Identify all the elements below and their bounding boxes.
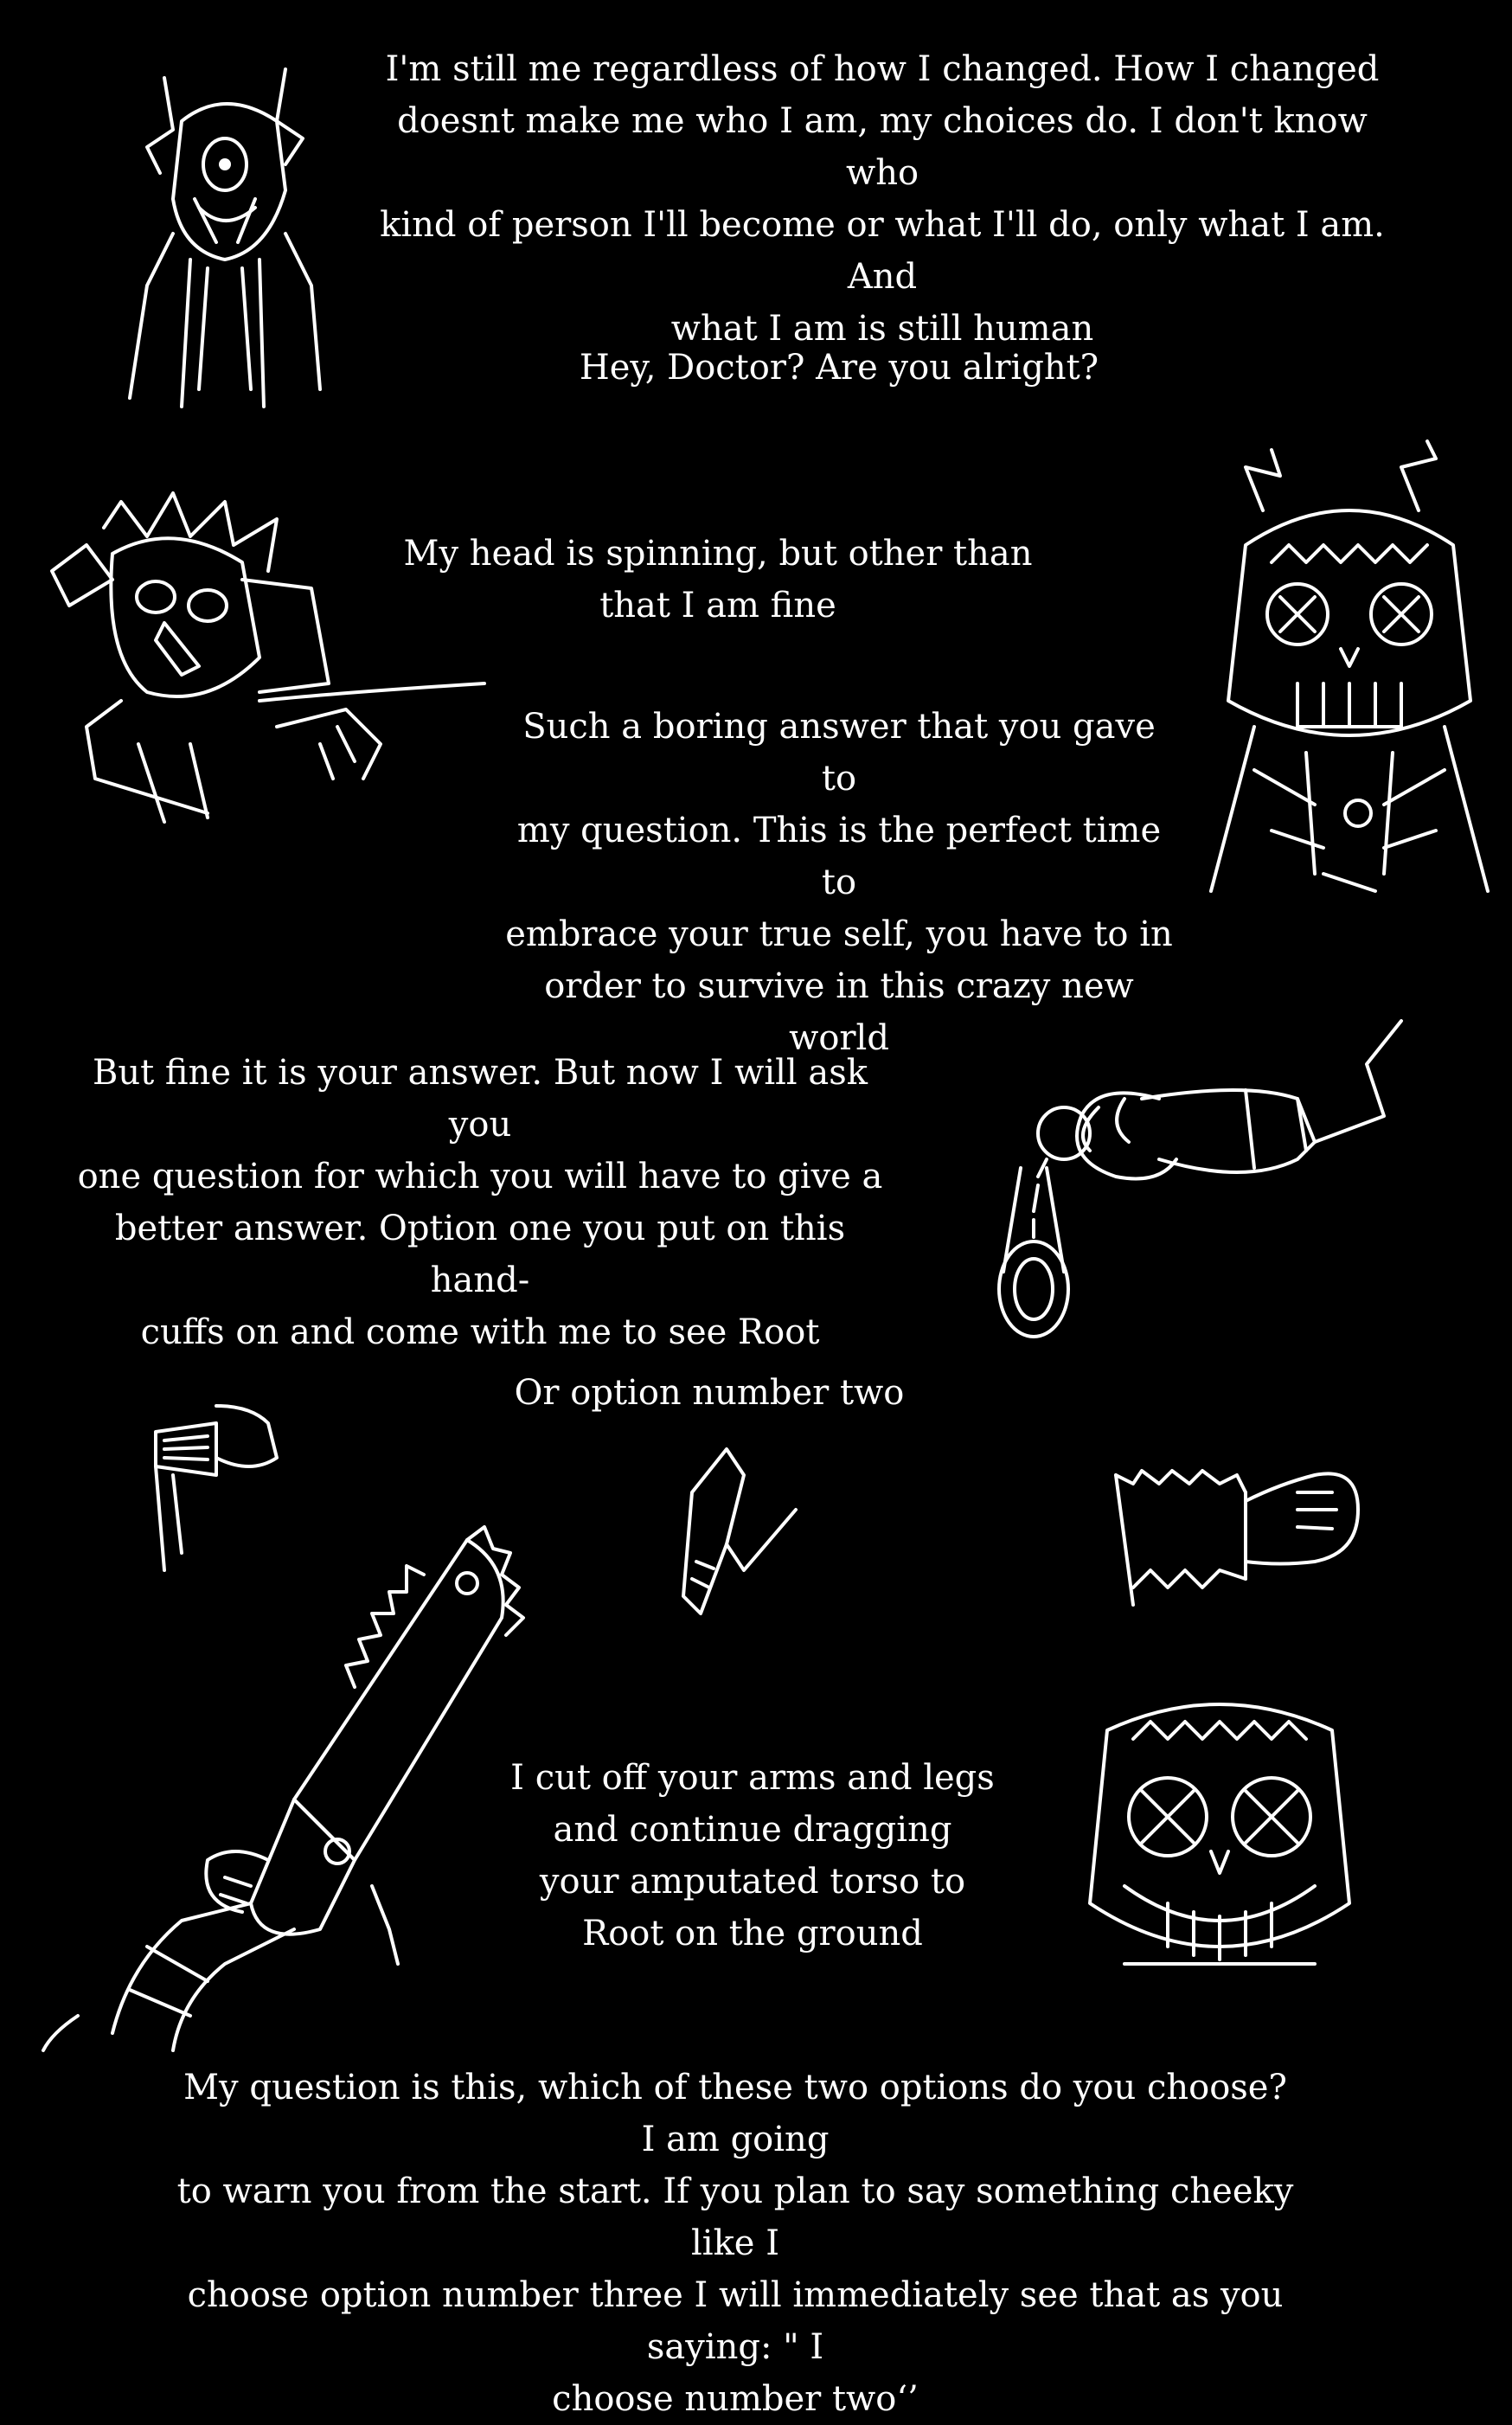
dialogue-question-1: Hey, Doctor? Are you alright?	[579, 348, 1099, 388]
dialogue-villain-5: My question is this, which of these two options do you choose? I am going to warn you from the start. If you plan to say something cheeky like I choose option number three I will immediately see that as you saying: " I choose number two‘’	[176, 2068, 1294, 2419]
grinning-mask-sketch	[1073, 1678, 1367, 2007]
claw-fragment-sketch	[675, 1440, 804, 1631]
dialogue-doctor-2: My head is spinning, but other than that I am fine	[403, 534, 1033, 625]
dialogue-villain-2: But fine it is your answer. But now I will ask you one question for which you will have to give a better answer. Option one you put on this hand- cuffs on and come with me to see Root	[77, 1053, 883, 1352]
dialogue-villain-3: Or option number two	[514, 1373, 905, 1413]
dialogue-villain-1: Such a boring answer that you gave to my question. This is the perfect time to embrace your true self, you have to in order to survive in this crazy new world	[505, 707, 1173, 1058]
dialogue-villain-4: I cut off your arms and legs and continue dragging your amputated torso to Root on the ground	[510, 1758, 995, 1953]
dialogue-doctor-1: I'm still me regardless of how I changed. How I changed doesnt make me who I am, my choices do. I don't know who kind of person I'll become or what I'll do, only what I am. And what I am is still human	[380, 49, 1385, 349]
masked-character-sketch	[1194, 441, 1505, 908]
doctor-holding-head-sketch	[35, 484, 502, 831]
hand-with-handcuffs-sketch	[986, 1012, 1410, 1376]
doctor-sketch	[112, 61, 337, 424]
fist-sketch	[1107, 1458, 1367, 1613]
chainsaw-arm-sketch	[26, 1514, 562, 2050]
